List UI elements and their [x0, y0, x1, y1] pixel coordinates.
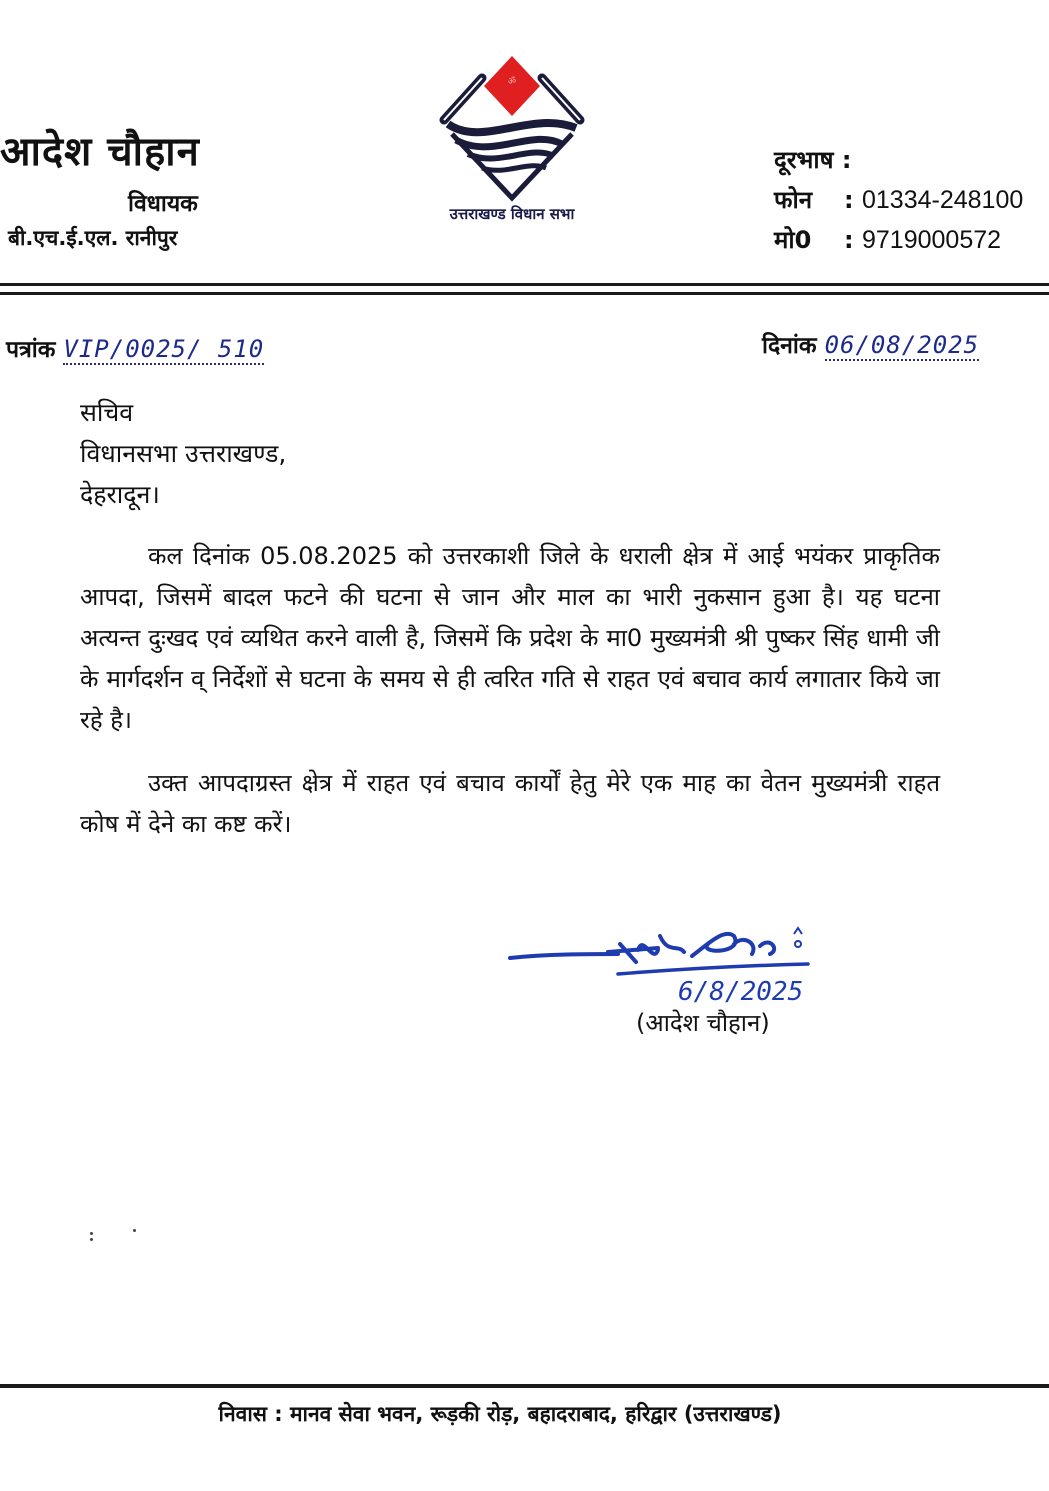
- signatory-name: (आदेश चौहान): [636, 1009, 770, 1037]
- svg-text:ॐ: ॐ: [507, 77, 517, 87]
- phone-row: फोन : 01334-248100: [774, 180, 1023, 220]
- footer-divider: [0, 1384, 1049, 1388]
- addressee-line-1: सचिव: [80, 398, 134, 427]
- residence-address: निवास : मानव सेवा भवन, रूड़की रोड़, बहादराबाद, हरिद्वार (उत्तराखण्ड): [218, 1402, 782, 1426]
- phone-label: फोन: [774, 186, 813, 214]
- body-paragraph-2: उक्त आपदाग्रस्त क्षेत्र में राहत एवं बचाव कार्यों हेतु मेरे एक माह का वेतन मुख्यमंत्री राहत कोष में देने का कष्ट करें।: [80, 769, 940, 838]
- addressee-line-2: विधानसभा उत्तराखण्ड,: [80, 439, 287, 468]
- body-paragraph-1: कल दिनांक 05.08.2025 को उत्तरकाशी जिले के धराली क्षेत्र में आई भयंकर प्राकृतिक आपदा, जिसमें बादल फटने की घटना से जान और माल का भारी नुकसान हुआ है। यह घटना अत्यन्त दुःखद एवं व्यथित करने वाली है, जिसमें कि प्रदेश के मा0 मुख्यमंत्री श्री पुष्कर सिंह धामी जी के मार्गदर्शन व् निर्देशों से घटना के समय से ही त्वरित गति से राहत एवं बचाव कार्य लगातार किये जा रहे है।: [80, 542, 940, 734]
- mla-constituency: बी.एच.ई.एल. रानीपुर: [8, 226, 178, 250]
- dinank-value: 06/08/2025: [824, 331, 980, 359]
- header-divider-bottom: [0, 292, 1049, 295]
- mla-designation: विधायक: [128, 191, 198, 217]
- mobile-label: मो0: [774, 226, 812, 254]
- contact-block: [774, 140, 1023, 260]
- signature-date: 6/8/2025: [678, 977, 804, 1004]
- logo-caption: उत्तराखण्ड विधान सभा: [449, 205, 575, 223]
- mobile-row: मो0 : 9719000572: [774, 220, 1023, 260]
- scan-speck: [90, 1238, 93, 1241]
- header-divider-top: [0, 283, 1049, 286]
- vidhan-sabha-emblem-icon: [412, 48, 612, 228]
- dinank-label: दिनांक: [762, 333, 817, 359]
- phone-number: 01334-248100: [862, 186, 1024, 214]
- letter-date: [762, 328, 979, 361]
- addressee-block: [80, 392, 286, 515]
- patrank-value: VIP/0025/ 510: [63, 335, 265, 363]
- patrank-label: पत्रांक: [6, 337, 56, 363]
- mla-name: आदेश चौहान: [0, 129, 200, 175]
- mobile-number: 9719000572: [862, 226, 1002, 254]
- handwritten-signature: [508, 914, 868, 1004]
- scan-speck: [90, 1232, 93, 1235]
- contact-heading: दूरभाष :: [774, 146, 852, 174]
- letter-body: [80, 536, 940, 867]
- reference-number: [6, 332, 264, 365]
- addressee-line-3: देहरादून।: [80, 480, 160, 509]
- scan-speck: [133, 1229, 136, 1232]
